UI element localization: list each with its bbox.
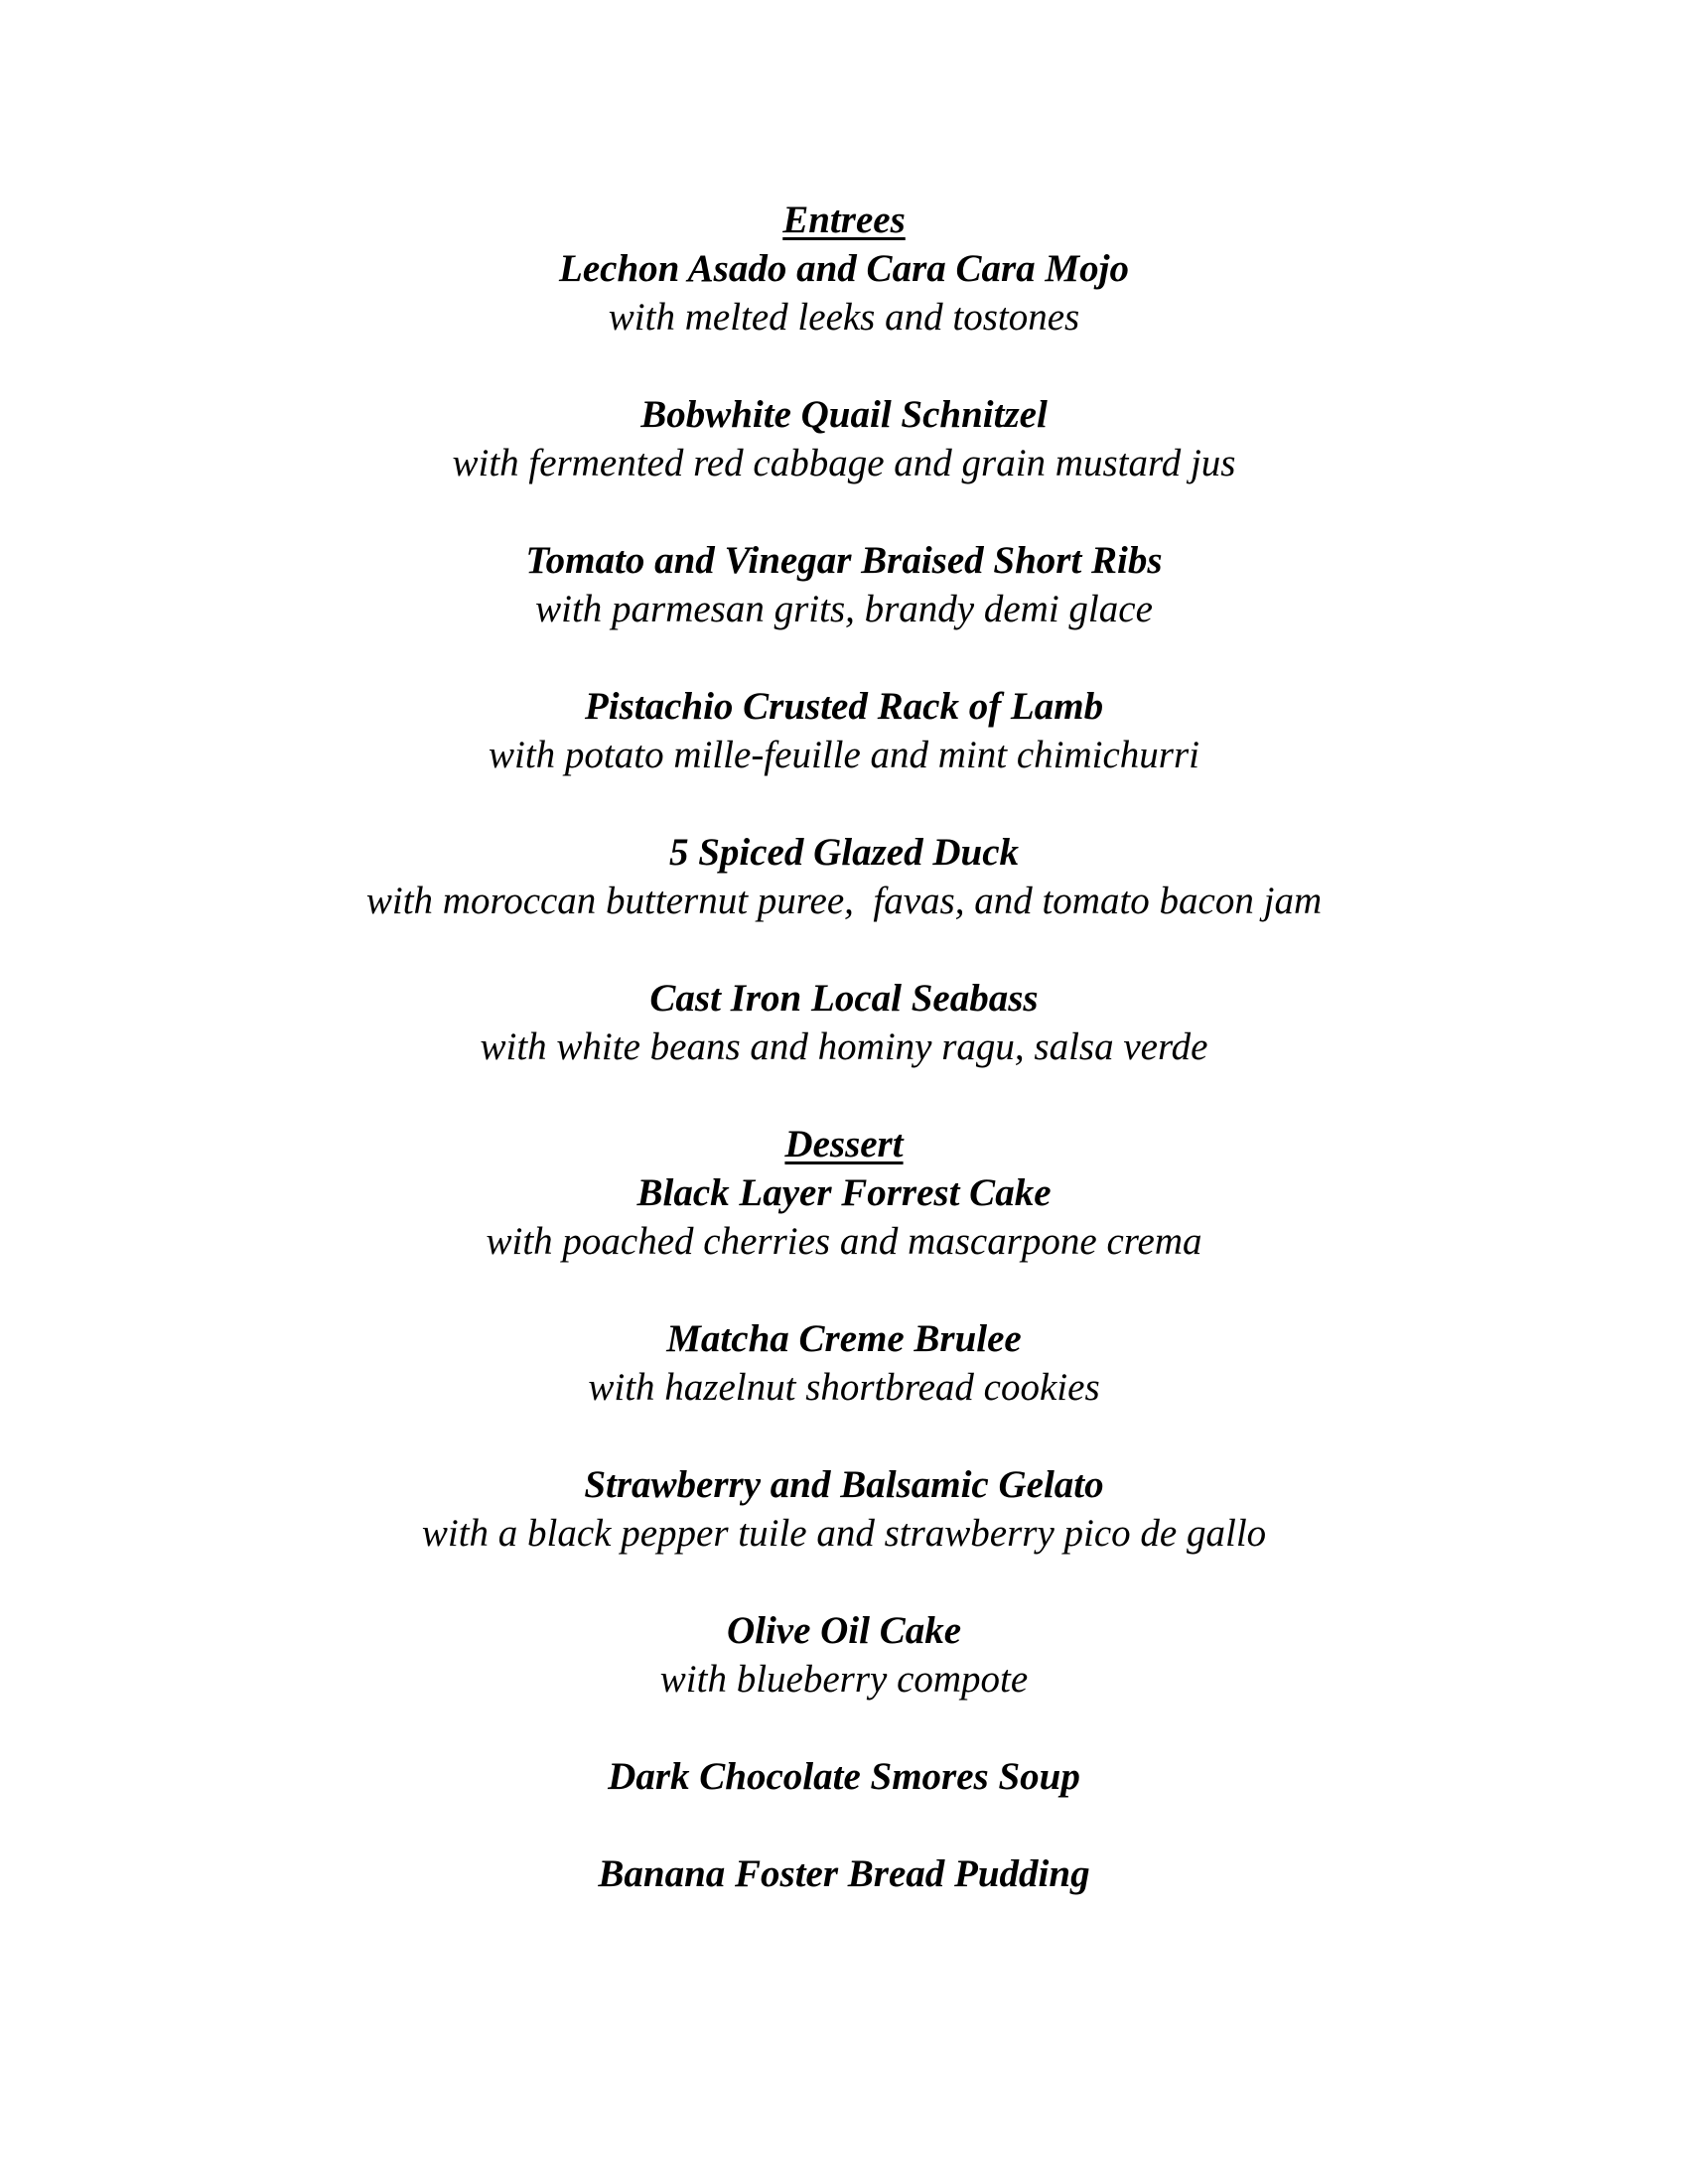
item-name: Matcha Creme Brulee (666, 1317, 1022, 1360)
item-description: with a black pepper tuile and strawberry pico de gallo (421, 1512, 1267, 1555)
item-name: Bobwhite Quail Schnitzel (640, 393, 1048, 436)
item-name: Cast Iron Local Seabass (649, 977, 1039, 1020)
item-description: with melted leeks and tostones (608, 296, 1080, 339)
menu-item (0, 1168, 1688, 1266)
menu-item (0, 1314, 1688, 1412)
menu-item (0, 1460, 1688, 1558)
item-description: with potato mille-feuille and mint chimichurri (488, 734, 1199, 776)
menu-item (0, 682, 1688, 779)
item-description: with blueberry compote (659, 1658, 1029, 1701)
item-description: with poached cherries and mascarpone crema (486, 1220, 1202, 1263)
menu-item (0, 1849, 1688, 1898)
item-description: with white beans and hominy ragu, salsa verde (480, 1025, 1208, 1068)
menu-item (0, 1752, 1688, 1801)
item-description: with moroccan butternut puree, favas, and tomato bacon jam (365, 880, 1323, 922)
item-name: 5 Spiced Glazed Duck (668, 831, 1020, 874)
item-name: Strawberry and Balsamic Gelato (584, 1463, 1104, 1506)
item-description: with fermented red cabbage and grain mustard jus (452, 442, 1236, 484)
menu-item (0, 390, 1688, 487)
item-name: Black Layer Forrest Cake (636, 1171, 1052, 1214)
item-name: Pistachio Crusted Rack of Lamb (584, 685, 1104, 728)
menu-item (0, 244, 1688, 341)
item-name: Lechon Asado and Cara Cara Mojo (559, 247, 1129, 290)
menu-item (0, 1606, 1688, 1704)
menu-item (0, 974, 1688, 1071)
menu-section-dessert (0, 1120, 1688, 1898)
section-heading-dessert: Dessert (784, 1123, 904, 1165)
section-heading-entrees: Entrees (782, 199, 906, 241)
item-name: Tomato and Vinegar Braised Short Ribs (525, 539, 1163, 582)
item-name: Banana Foster Bread Pudding (598, 1852, 1090, 1895)
item-description: with parmesan grits, brandy demi glace (535, 588, 1153, 630)
menu-section-entrees (0, 196, 1688, 1071)
menu-item (0, 828, 1688, 925)
item-description: with hazelnut shortbread cookies (588, 1366, 1100, 1409)
item-name: Olive Oil Cake (726, 1609, 962, 1652)
menu-item (0, 536, 1688, 633)
item-name: Dark Chocolate Smores Soup (608, 1755, 1080, 1798)
